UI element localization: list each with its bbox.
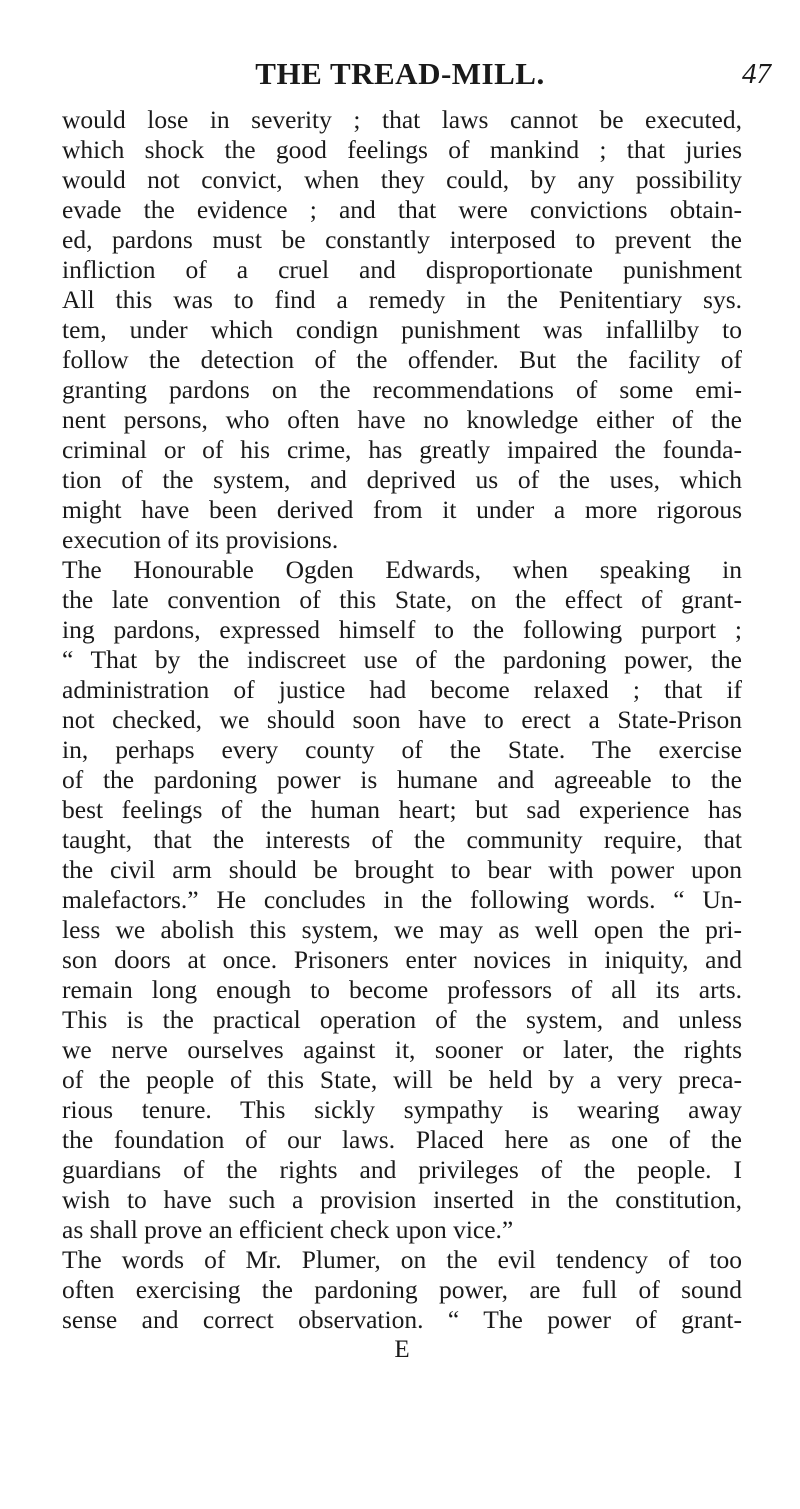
text-line: infliction of a cruel and disproportionate punishment bbox=[62, 255, 742, 284]
text-line: would not convict, when they could, by any possibility bbox=[62, 165, 742, 194]
text-line: evade the evidence ; and that were convictions obtain- bbox=[62, 195, 742, 224]
text-line: the civil arm should be brought to bear with power upon bbox=[62, 855, 742, 884]
text-line: tem, under which condign punishment was infallilby to bbox=[62, 315, 742, 344]
text-line: This is the practical operation of the system, and unless bbox=[62, 1005, 742, 1034]
text-line: remain long enough to become professors of all its arts. bbox=[62, 975, 742, 1004]
text-line: “ That by the indiscreet use of the pardoning power, the bbox=[62, 645, 742, 674]
text-line: The words of Mr. Plumer, on the evil tendency of too bbox=[62, 1245, 742, 1274]
text-line: ing pardons, expressed himself to the following purport ; bbox=[62, 615, 742, 644]
text-line: granting pardons on the recommendations of some emi- bbox=[62, 375, 742, 404]
text-line: less we abolish this system, we may as well open the pri- bbox=[62, 915, 742, 944]
text-line: often exercising the pardoning power, are full of sound bbox=[62, 1275, 742, 1304]
text-line: tion of the system, and deprived us of the uses, which bbox=[62, 465, 742, 494]
text-line: malefactors.” He concludes in the following words. “ Un- bbox=[62, 885, 742, 914]
page-header bbox=[0, 50, 800, 90]
text-line: guardians of the rights and privileges of the people. I bbox=[62, 1155, 742, 1184]
text-line: would lose in severity ; that laws cannot be executed, bbox=[62, 105, 742, 134]
text-line: best feelings of the human heart; but sad experience has bbox=[62, 795, 742, 824]
text-line: we nerve ourselves against it, sooner or later, the rights bbox=[62, 1035, 742, 1064]
text-line: of the pardoning power is humane and agreeable to the bbox=[62, 765, 742, 794]
text-line: not checked, we should soon have to erect a State-Prison bbox=[62, 705, 742, 734]
page-number: 47 bbox=[742, 58, 771, 90]
text-line: wish to have such a provision inserted in the constitution, bbox=[62, 1185, 742, 1214]
text-line: rious tenure. This sickly sympathy is wearing away bbox=[62, 1095, 742, 1124]
running-title: THE TREAD-MILL. bbox=[255, 56, 545, 91]
text-line: the foundation of our laws. Placed here as one of the bbox=[62, 1125, 742, 1154]
text-line: ed, pardons must be constantly interposed to prevent the bbox=[62, 225, 742, 254]
text-line: in, perhaps every county of the State. The exercise bbox=[62, 735, 742, 764]
text-line: son doors at once. Prisoners enter novices in iniquity, and bbox=[62, 945, 742, 974]
text-line: nent persons, who often have no knowledge either of the bbox=[62, 405, 742, 434]
text-line: criminal or of his crime, has greatly impaired the founda- bbox=[62, 435, 742, 464]
text-line: execution of its provisions. bbox=[62, 525, 339, 554]
text-line: sense and correct observation. “ The power of grant- bbox=[62, 1305, 742, 1334]
text-line: taught, that the interests of the community require, that bbox=[62, 825, 742, 854]
text-line: All this was to find a remedy in the Penitentiary sys. bbox=[62, 285, 742, 314]
text-line: as shall prove an efficient check upon vice.” bbox=[62, 1215, 514, 1244]
text-line: of the people of this State, will be held by a very preca- bbox=[62, 1065, 742, 1094]
text-line: the late convention of this State, on the effect of grant- bbox=[62, 585, 742, 614]
text-line: might have been derived from it under a more rigorous bbox=[62, 495, 742, 524]
text-line: follow the detection of the offender. But the facility of bbox=[62, 345, 742, 374]
text-line: which shock the good feelings of mankind ; that juries bbox=[62, 135, 742, 164]
signature-mark: E bbox=[394, 1336, 410, 1363]
text-line: The Honourable Ogden Edwards, when speaking in bbox=[62, 555, 742, 584]
text-line: administration of justice had become relaxed ; that if bbox=[62, 675, 742, 704]
